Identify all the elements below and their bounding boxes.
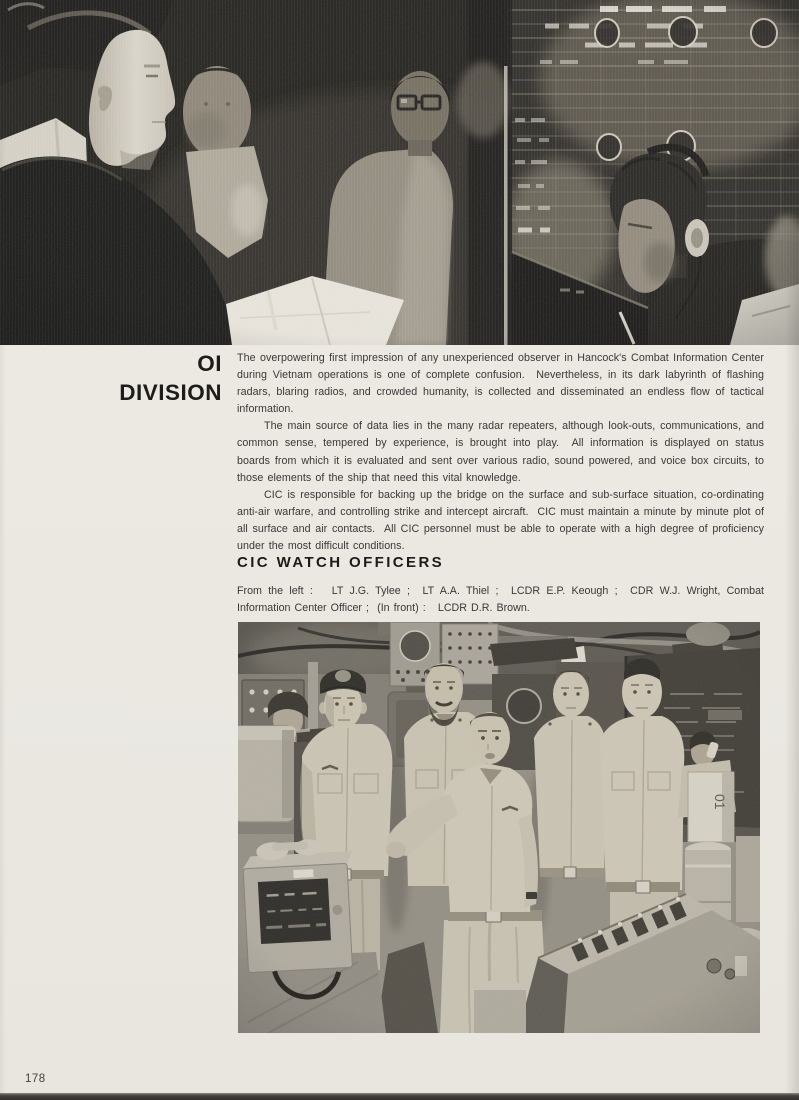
intro-paragraph-3: CIC is responsible for backing up the bridge on the surface and sub-surface situation, co-ordinating anti-air warfare, and controlling strike and intercept aircraft. CIC must maintain a minute by minute plot of all surface and air contacts. All CIC personnel must be able to operate with a high degree of proficiency under the most difficult conditions. bbox=[237, 488, 769, 553]
section-heading: CIC WATCH OFFICERS bbox=[237, 554, 445, 571]
cic-room-photo bbox=[0, 0, 799, 345]
watch-officers-photo bbox=[238, 622, 760, 1033]
watch-officers-photo-art bbox=[238, 622, 760, 1033]
division-header bbox=[58, 349, 222, 407]
photo-caption: From the left : LT J.G. Tylee ; LT A.A. Thiel ; LCDR E.P. Keough ; CDR W.J. Wright, Combat Information Center Officer ; (In front) : LCDR D.R. Brown. bbox=[237, 585, 769, 614]
page-bottom-edge bbox=[0, 1093, 799, 1100]
division-line1: OI bbox=[197, 351, 222, 376]
page-left-edge-shadow bbox=[0, 0, 6, 1100]
intro-text-column bbox=[237, 350, 769, 555]
cic-room-photo-art bbox=[0, 0, 799, 345]
division-line2: DIVISION bbox=[119, 380, 222, 405]
intro-paragraph-2: The main source of data lies in the many radar repeaters, although look-outs, communications, and common sense, tempered by experience, is brought into play. All information is displayed on status boards from which it is evaluated and sent over various radio, sound powered, and voice box circuits, to those elements of the ship that need this vital knowledge. bbox=[237, 420, 769, 484]
page-right-edge-shadow bbox=[785, 0, 799, 1100]
page-number: 178 bbox=[25, 1073, 46, 1085]
intro-paragraph-1: The overpowering first impression of any unexperienced observer in Hancock's Combat Information Center during Vietnam operations is one of complete confusion. Nevertheless, in its dark labyrinth of flashing radars, blaring radios, and crowded humanity, is collected and disseminated an endless flow of tactical information. bbox=[237, 352, 769, 416]
